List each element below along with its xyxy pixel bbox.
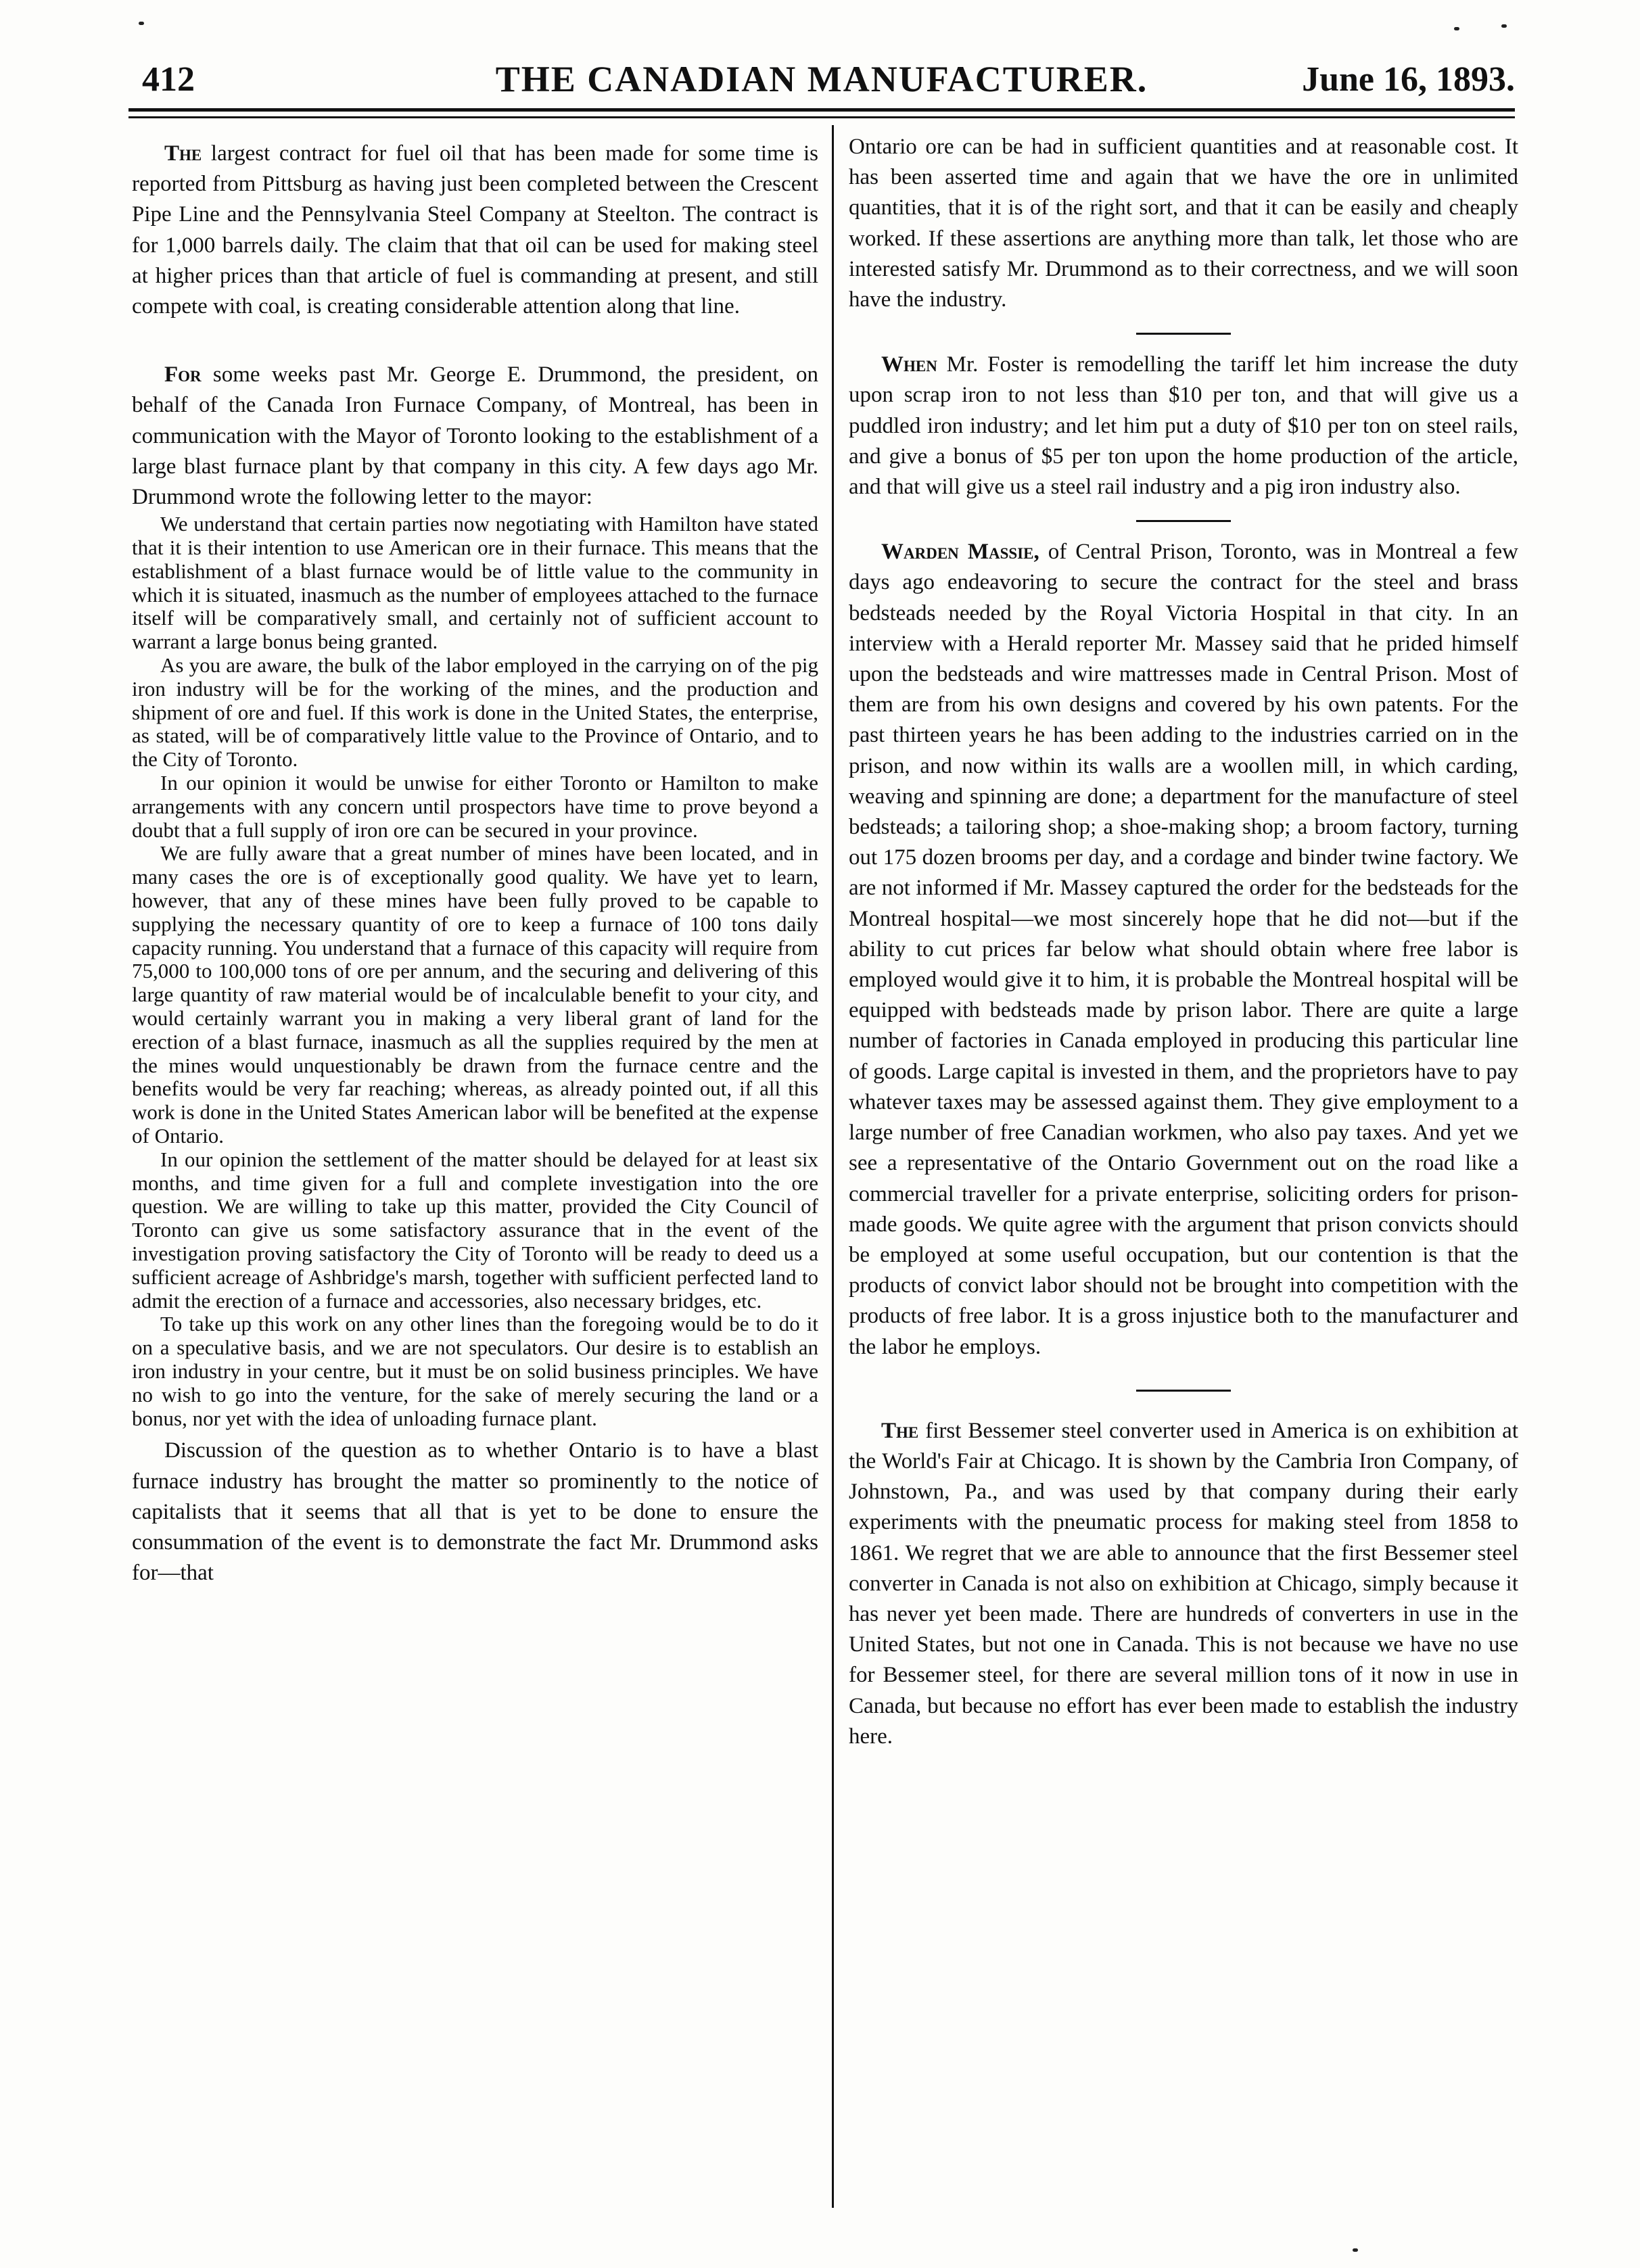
article-warden-massie (849, 537, 1518, 1362)
article-body: first Bessemer steel converter used in America is on exhibition at the World's Fair at Chicago. It is shown by the Cambria Iron Company, of Johnstown, Pa., and was used by that company during their early experiments with the pneumatic process for making steel from 1858 to 1861. We regret that we are able to announce that the first Bessemer steel converter in Canada is not also on exhibition at Chicago, simply because it has never yet been made. There are hundreds of converters in use in the United States, but not one in Canada. This is not because we have no use for Bessemer steel, for there are several million tons of it now in use in Canada, but because no effort has ever been made to establish the industry here. (849, 1418, 1518, 1749)
right-column (849, 132, 1518, 1752)
letter-paragraph: We understand that certain parties now negotiating with Hamilton have stated that it is their intention to use American ore in their furnace. This means that the establishment of a blast furnace would be of little value to the community in which it is situated, inasmuch as the number of employees attached to the furnace itself will be comparatively small, and certainly not of sufficient account to warrant a large bonus being granted. (132, 512, 818, 654)
article-fuel-oil (132, 139, 818, 322)
issue-date: June 16, 1893. (1302, 60, 1515, 99)
print-speck (139, 22, 144, 25)
article-lead-word: The (881, 1418, 919, 1443)
publication-title: THE CANADIAN MANUFACTURER. (495, 59, 1148, 99)
header-rule-thick (128, 108, 1515, 112)
article-lead-word: Warden Massie, (881, 540, 1039, 565)
drummond-letter (132, 513, 818, 1430)
letter-paragraph: We are fully aware that a great number of mines have been located, and in many cases the ore is of exceptionally good quality. We have yet to learn, however, that any of these mines have been fully proved to be capable to supplying the necessary quantity of ore to keep a furnace of 100 tons daily capacity running. You understand that a furnace of this capacity will require from 75,000 to 100,000 tons of ore per annum, and the securing and delivering of this large quantity of raw material would be of incalculable benefit to your city, and would certainly warrant you in making a very liberal grant of land for the erection of a blast furnace, inasmuch as all the supplies required by the men at the mines would unquestionably be drawn from the furnace centre and the benefits would be very far reaching; whereas, as already pointed out, if all this work is done in the United States American labor will be benefited at the expense of Ontario. (132, 841, 818, 1148)
letter-paragraph: To take up this work on any other lines than the foregoing would be to do it on a speculative basis, and we are not speculators. Our desire is to establish an iron industry in your centre, but it must be on solid business principles. We have no wish to go into the venture, for the sake of merely securing the land or a bonus, nor yet with the idea of unloading furnace plant. (132, 1312, 818, 1430)
article-body: some weeks past Mr. George E. Drummond, the president, on behalf of the Canada Iron Furnace Company, of Montreal, has been in communication with the Mayor of Toronto looking to the establishment of a large blast furnace plant by that company in this city. A few days ago Mr. Drummond wrote the following letter to the mayor: (132, 362, 819, 510)
article-body: Mr. Foster is remodelling the tariff let him increase the duty upon scrap iron to not less than $10 per ton, and that will give us a puddled iron industry; and let him put a duty of $10 per ton on steel rails, and give a bonus of $5 per ton upon the home production of the article, and that will give us a steel rail industry and a pig iron industry also. (849, 352, 1519, 500)
article-body: largest contract for fuel oil that has been made for some time is reported from Pittsburg as having just been completed between the Crescent Pipe Line and the Pennsylvania Steel Company at Steelton. The contract is for 1,000 barrels daily. The claim that that oil can be used for making steel at higher prices than that article of fuel is commanding at present, and still compete with coal, is creating considerable attention along that line. (132, 141, 818, 319)
left-column (132, 139, 818, 1588)
column-divider (832, 125, 834, 2208)
article-lead-word: The (164, 141, 202, 166)
article-lead-word: When (881, 352, 937, 377)
masthead (128, 53, 1515, 107)
article-discussion: Discussion of the question as to whether Ontario is to have a blast furnace industry has brought the matter so prominently to the notice of capitalists that it seems that all that is yet to be done to ensure the consummation of the event is to demonstrate the fact Mr. Drummond asks for—that (132, 1438, 818, 1586)
print-speck (1501, 24, 1507, 28)
article-drummond-intro (132, 360, 818, 513)
article-bessemer (849, 1416, 1518, 1752)
article-lead-word: For (164, 362, 202, 387)
print-speck (1454, 27, 1459, 30)
section-separator (1136, 333, 1231, 335)
article-body: of Central Prison, Toronto, was in Montreal a few days ago endeavoring to secure the contract for the steel and brass bedsteads needed by the Royal Victoria Hospital in that city. In an interview with a Herald reporter Mr. Massey said that he prided himself upon the bedsteads and wire mattresses made in Central Prison. Most of them are from his own designs and covered by his own patents. For the past thirteen years he has been adding to the industries carried on in the prison, and now within its walls are a woollen mill, in which carding, weaving and spinning are done; a department for the manufacture of steel bedsteads; a tailoring shop; a shoe-making shop; a broom factory, turning out 175 dozen brooms per day, and a cordage and binder twine factory. We are not informed if Mr. Massey captured the order for the bedsteads for the Montreal hospital—we most sincerely hope that he did not—but if the ability to cut prices far below what should obtain where free labor is employed would give it to him, it is probable the Montreal hospital will be equipped with bedsteads made by prison labor. There are quite a large number of factories in Canada employed in producing this particular line of goods. Large capital is invested in them, and the proprietors have to pay whatever taxes may be assessed against them. They give employment to a large number of free Canadian workmen, who also pay taxes. And yet we see a representative of the Ontario Government out on the road like a commercial traveller for a private enterprise, soliciting orders for prison-made goods. We quite agree with the argument that prison convicts should be employed at some useful occupation, but our contention is that the products of convict labor should not be brought into competition with the products of free labor. It is a gross injustice both to the manufacturer and the labor he employs. (849, 540, 1518, 1359)
header-rule-thin (128, 116, 1515, 118)
letter-paragraph: In our opinion the settlement of the matter should be delayed for at least six months, and time given for a full and complete investigation into the ore question. We are willing to take up this matter, provided the City Council of Toronto can give us some satisfactory assurance that in the event of the investigation proving satisfactory the City of Toronto will be ready to deed us a sufficient acreage of Ashbridge's marsh, together with sufficient perfected land to admit the erection of a furnace and accessories, also necessary bridges, etc. (132, 1147, 818, 1313)
letter-paragraph: In our opinion it would be unwise for either Toronto or Hamilton to make arrangements with any concern until prospectors have time to prove beyond a doubt that a full supply of iron ore can be secured in your province. (132, 771, 818, 842)
print-speck (1353, 2248, 1358, 2252)
article-continuation: Ontario ore can be had in sufficient quantities and at reasonable cost. It has been asserted time and again that we have the ore in unlimited quantities, that it is of the right sort, and that it can be easily and cheaply worked. If these assertions are anything more than talk, let those who are interested satisfy Mr. Drummond as to their correctness, and we will soon have the industry. (849, 135, 1518, 312)
article-foster-tariff (849, 350, 1518, 502)
section-separator (1136, 520, 1231, 522)
section-separator (1136, 1390, 1231, 1392)
page-number: 412 (142, 60, 195, 99)
letter-paragraph: As you are aware, the bulk of the labor employed in the carrying on of the pig iron industry will be for the working of the mines, and the production and shipment of ore and fuel. If this work is done in the United States, the enterprise, as stated, will be of comparatively little value to the Province of Ontario, and to the City of Toronto. (132, 653, 818, 772)
